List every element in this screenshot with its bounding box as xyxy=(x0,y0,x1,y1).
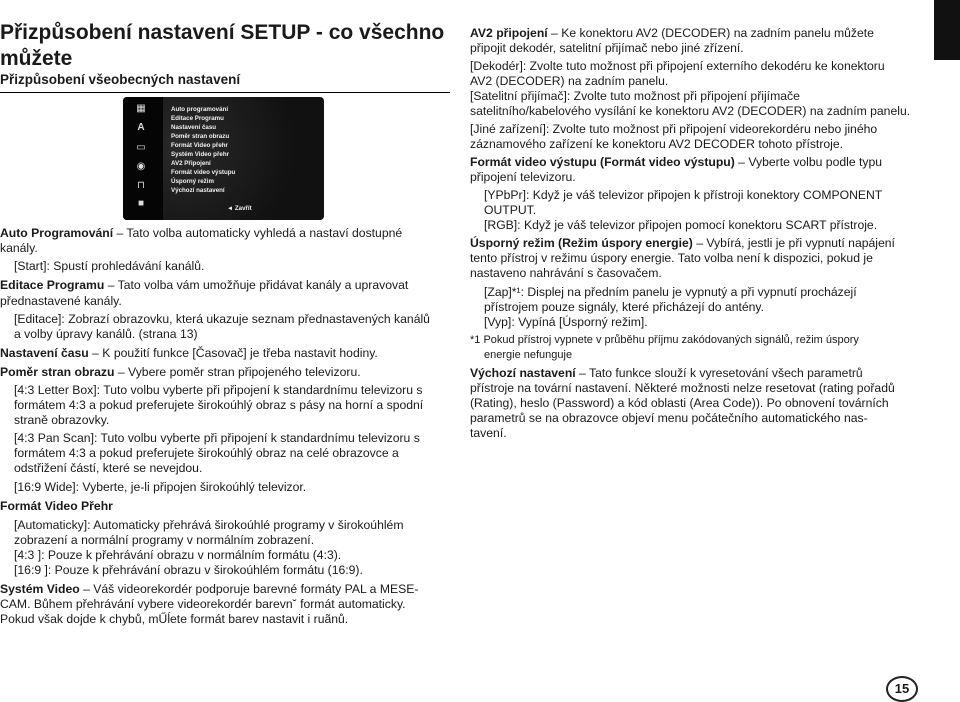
menu-item: Úsporný režim xyxy=(171,178,214,185)
paragraph-line: [Satelitní přijímač]: Zvolte tuto možnost při připojení přijímače xyxy=(470,89,800,103)
footnote-line: *1 Pokud přístroj vypnete v průběhu příjmu zakódovaných signálů, režim úspory xyxy=(470,334,859,346)
paragraph-line: zobrazení a normální programy v normálním zobrazení. xyxy=(14,533,315,547)
paragraph-line: přístroje na tovární nastavení. Některé možnosti nelze resetovat (rating pořadů xyxy=(470,381,895,395)
paragraph-line: Výchozí nastavení – Tato funkce slouží k vyresetování všech parametrů xyxy=(470,366,863,380)
letter-a-icon: A xyxy=(137,122,145,133)
menu-item: Nastavení času xyxy=(171,124,217,131)
paragraph-line: kanály. xyxy=(0,241,38,255)
paragraph-line: satelitního/kabelového vysílání ke konektoru AV2 (DECODER) na zadním panelu. xyxy=(470,104,911,118)
menu-item: AV2 Připojení xyxy=(171,160,211,167)
paragraph-line: [Automaticky]: Automaticky přehrává širokoúhlé programy v širokoúhlém xyxy=(14,518,404,532)
menu-item: Formát video výstupu xyxy=(171,169,236,176)
menu-item: Výchozí nastavení xyxy=(171,187,225,194)
paragraph-line: [4:3 Letter Box]: Tuto volbu vyberte při připojení k standardnímu televizoru s xyxy=(14,383,423,397)
paragraph-line: nastaveno nahrávání s časovačem. xyxy=(470,266,662,280)
paragraph-line: straně obrazovky. xyxy=(14,413,110,427)
lock-icon: ⊓ xyxy=(137,180,145,191)
paragraph-line: [Jiné zařízení]: Zvolte tuto možnost při připojení videorekordéru nebo jiného xyxy=(470,122,878,136)
page-title-line1: Přizpůsobení nastavení SETUP - co všechno xyxy=(0,21,445,44)
menu-item: Poměr stran obrazu xyxy=(171,133,230,140)
paragraph-line: přednastavené kanály. xyxy=(0,294,122,308)
paragraph-line: [RGB]: Když je váš televizor připojen pomocí konektoru SCART přístroje. xyxy=(484,218,878,232)
page-number: 15 xyxy=(886,676,918,702)
paragraph-line: Formát video výstupu (Formát video výstupu) – Vyberte volbu podle typu xyxy=(470,155,883,169)
menu-close-label: ◄ Zavřít xyxy=(227,205,252,212)
paragraph-line: Poměr stran obrazu – Vybere poměr stran připojeného televizoru. xyxy=(0,365,361,379)
paragraph-line: [Vyp]: Vypíná [Úsporný režim]. xyxy=(484,315,648,329)
paragraph-line: Systém Video – Váš videorekordér podporuje barevné formáty PAL a MESE- xyxy=(0,582,419,596)
paragraph-line: AV2 připojení – Ke konektoru AV2 (DECODER) na zadním panelu můžete xyxy=(470,26,874,40)
paragraph-line: [Dekodér]: Zvolte tuto možnost při připojení externího dekodéru ke konektoru xyxy=(470,59,885,73)
paragraph-line: a volby úpravy kanálů. (strana 13) xyxy=(14,327,198,341)
paragraph-line: [4:3 ]: Pouze k přehrávání obrazu v normálním formátu (4:3). xyxy=(14,548,342,562)
menu-item: Systém Video přehr xyxy=(171,151,230,158)
paragraph-line: záznamového zařízení ke konektoru AV2 DECODER tohoto přístroje. xyxy=(470,137,844,151)
camera-icon: ■ xyxy=(137,198,145,209)
disc-icon: ◉ xyxy=(136,161,146,172)
paragraph-line: tento přístroj v režimu úspory energie. Tato volba není k dispozici, pokud je xyxy=(470,251,873,265)
menu-icon-strip xyxy=(123,97,163,220)
subtitle-rule xyxy=(0,92,450,93)
paragraph-line: (Rating), heslo (Password) a kód oblasti (Area Code)). Po obnovení továrních xyxy=(470,396,889,410)
paragraph-line: připojení televizoru. xyxy=(470,170,576,184)
paragraph-line: Úsporný režim (Režim úspory energie) – Vybírá, jestli je při vypnutí napájení xyxy=(470,236,895,250)
paragraph-line: [YPbPr]: Když je váš televizor připojen k přístroji konektory COMPONENT xyxy=(484,188,883,202)
paragraph-line: Pokud však dojde k chybů, mŰĺete formát barev nastavit i ruãnů. xyxy=(0,612,349,626)
auto-programming-heading xyxy=(0,226,402,241)
page-title-line2: můžete xyxy=(0,47,73,70)
setup-menu-screenshot xyxy=(123,97,324,220)
paragraph-line: formátem 4:3 a pokud preferujete širokoúhlý obraz s pásy na horní a spodní xyxy=(14,398,424,412)
video-playback-format-heading: Formát Video Přehr xyxy=(0,499,113,513)
footnote-line: energie nefunguje xyxy=(484,349,573,361)
paragraph-line: [Editace]: Zobrazí obrazovku, která ukazuje seznam přednastavených kanálů xyxy=(14,312,430,326)
paragraph-line: [4:3 Pan Scan]: Tuto volbu vyberte při připojení k standardnímu televizoru s xyxy=(14,431,420,445)
paragraph-line: Nastavení času – K použití funkce [Časovač] je třeba nastavit hodiny. xyxy=(0,346,378,360)
paragraph-line: CAM. Bůhem přehrávání vybere videorekordér barevn˘ formát automaticky. xyxy=(0,597,406,611)
paragraph-line: [Zap]*¹: Displej na předním panelu je vypnutý a při vypnutí procházejí xyxy=(484,285,857,299)
paragraph-line: přístrojem pouze signály, které přicházejí do antény. xyxy=(484,300,765,314)
menu-item: Formát Video přehr xyxy=(171,142,228,149)
paragraph-line: připojit dekodér, satelitní přijímač nebo jiné zřízení. xyxy=(470,41,744,55)
paragraph-line: odstřižení částí, které se nevejdou. xyxy=(14,461,203,475)
paragraph-line: AV2 (DECODER) na zadním panelu. xyxy=(470,74,669,88)
section-thumb-tab xyxy=(934,0,960,60)
paragraph-line: parametrů se na obrazovce objeví menu počátečního automatického nas- xyxy=(470,411,868,425)
paragraph-line: [16:9 ]: Pouze k přehrávání obrazu v širokoúhlém formátu (16:9). xyxy=(14,563,363,577)
page-subtitle: Přizpůsobení všeobecných nastavení xyxy=(0,72,241,87)
menu-item: Editace Programu xyxy=(171,115,224,122)
paragraph-line: [Start]: Spustí prohledávání kanálů. xyxy=(14,259,205,273)
menu-item: Auto programování xyxy=(171,106,229,113)
paragraph-line: OUTPUT. xyxy=(484,203,537,217)
film-icon: ▦ xyxy=(136,103,146,114)
paragraph-line: Editace Programu – Tato volba vám umožňuje přidávat kanály a upravovat xyxy=(0,278,409,292)
paragraph-text: Auto Programování – Tato volba automaticky vyhledá a nastaví dostupné xyxy=(0,226,403,240)
paragraph-line: formátem 4:3 a pokud preferujete širokoúhlý obraz na celé obrazovce a xyxy=(14,446,399,460)
display-icon: ▭ xyxy=(136,142,146,153)
paragraph-line: [16:9 Wide]: Vyberte, je-li připojen širokoúhlý televizor. xyxy=(14,480,307,494)
paragraph-line: tavení. xyxy=(470,426,507,440)
